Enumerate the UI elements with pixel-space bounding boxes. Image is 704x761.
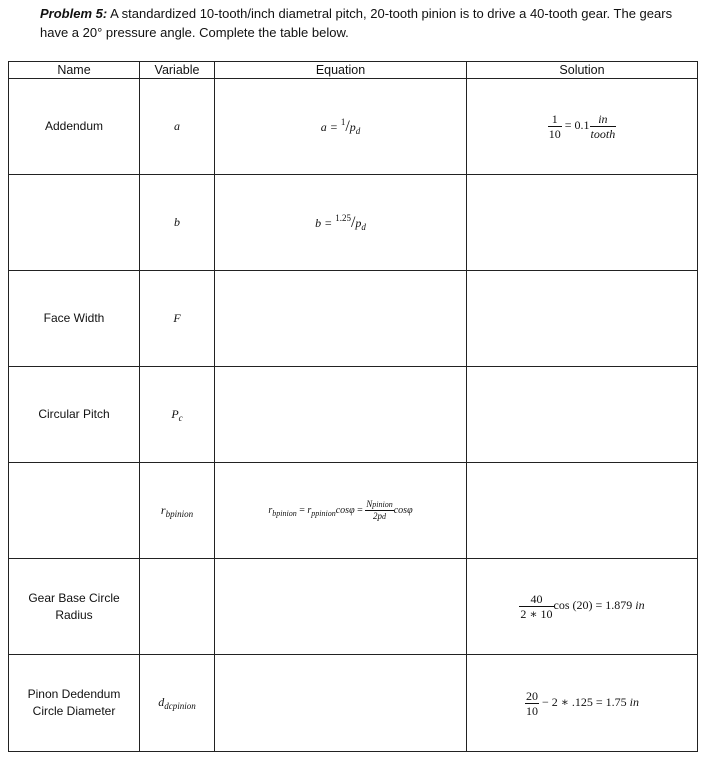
row-name: [9, 175, 140, 271]
equation-base-radius: $r_{bpinion} = r_{ppinion}\cos\varphi$ = $\frac{\text{Npinion}}{2pd}$ cosφ: [268, 499, 413, 521]
row-name: Circular Pitch: [9, 367, 140, 463]
solution-addendum: $\frac{1}{10}$ = 0.1 $\frac{in}{\text{tooth}}$: [548, 112, 616, 141]
header-variable: Variable: [140, 62, 215, 79]
row-variable: [140, 559, 215, 655]
row-name: Gear Base Circle Radius: [9, 559, 140, 655]
header-solution: Solution: [467, 62, 698, 79]
row-solution: [467, 79, 698, 175]
row-equation: [215, 367, 467, 463]
row-variable: $P_c$: [140, 367, 215, 463]
problem-text: A standardized 10-tooth/inch diametral pitch, 20-tooth pinion is to drive a 40-tooth gear. The gears have a 20° pressure angle. Complete the table below.: [40, 6, 673, 40]
equation-dedendum: $b = ^{1.25}/p_d$: [315, 213, 366, 232]
equation-addendum: $a = ^1/p_d$: [320, 117, 361, 136]
problem-label: Problem 5:: [40, 6, 108, 21]
row-variable: a: [140, 79, 215, 175]
row-equation: [215, 271, 467, 367]
row-solution: [467, 463, 698, 559]
row-equation: [215, 175, 467, 271]
header-name: Name: [9, 62, 140, 79]
row-solution: [467, 559, 698, 655]
row-equation: [215, 463, 467, 559]
table-row: [9, 175, 698, 271]
row-variable: F: [140, 271, 215, 367]
row-equation: [215, 79, 467, 175]
row-solution: [467, 367, 698, 463]
table-row: [9, 271, 698, 367]
problem-statement: [40, 4, 680, 42]
row-name: Addendum: [9, 79, 140, 175]
row-variable: $d_{dcpinion}$: [140, 655, 215, 752]
row-name: Face Width: [9, 271, 140, 367]
row-name: [9, 463, 140, 559]
row-name: Pinon Dedendum Circle Diameter: [9, 655, 140, 752]
row-variable: b: [140, 175, 215, 271]
row-solution: [467, 655, 698, 752]
row-solution: [467, 175, 698, 271]
solution-gear-base-radius: $\frac{40}{2 ∗ 10}$ cos (20) = 1.879 in: [520, 592, 645, 621]
header-row: [9, 62, 698, 79]
table-row: [9, 367, 698, 463]
table-row: [9, 79, 698, 175]
table-row: [9, 463, 698, 559]
answer-table: [8, 61, 698, 752]
header-equation: Equation: [215, 62, 467, 79]
solution-pinion-dedendum-diameter: $\frac{20}{10}$ − 2 ∗ .125 = 1.75 in: [525, 688, 640, 718]
row-equation: [215, 559, 467, 655]
row-solution: [467, 271, 698, 367]
row-equation: [215, 655, 467, 752]
table-row: [9, 559, 698, 655]
table-row: [9, 655, 698, 752]
row-variable: $r_{bpinion}$: [140, 463, 215, 559]
